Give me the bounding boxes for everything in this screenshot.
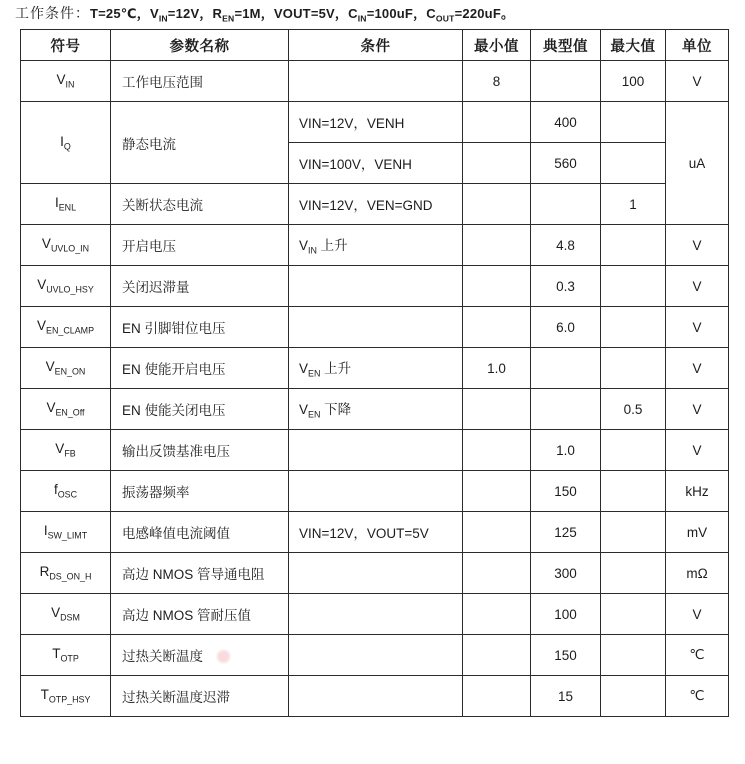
condition-cell: $V_{EN}$ 下降 [289,389,463,430]
table-row [21,102,729,143]
param-cell: 高边 NMOS 管耐压值 [111,594,289,635]
unit-cell: kHz [666,471,729,512]
column-header-3: 最小值 [463,30,531,61]
symbol-cell: $V_{UVLO\_IN}$ [21,225,111,266]
symbol-cell: $I_{ENL}$ [21,184,111,225]
condition-cell: VIN=12V，VENH [289,102,463,143]
table-row [21,225,729,266]
unit-cell: ℃ [666,676,729,717]
typ-cell [531,389,601,430]
unit-cell: V [666,266,729,307]
condition-cell [289,635,463,676]
symbol-cell: $V_{UVLO\_HSY}$ [21,266,111,307]
unit-cell: V [666,225,729,266]
symbol-cell: $V_{DSM}$ [21,594,111,635]
operating-conditions-line [15,5,514,23]
symbol-cell: $V_{EN\_ON}$ [21,348,111,389]
unit-cell: uA [666,102,729,225]
operating-conditions-label: 工作条件： [15,6,90,22]
min-cell: 8 [463,61,531,102]
unit-cell: mV [666,512,729,553]
param-cell: 工作电压范围 [111,61,289,102]
typ-cell: 15 [531,676,601,717]
min-cell [463,594,531,635]
condition-cell: $V_{EN}$ 上升 [289,348,463,389]
typ-cell: 560 [531,143,601,184]
typ-cell: 0.3 [531,266,601,307]
condition-cell: VIN=12V，VEN=GND [289,184,463,225]
table-row [21,184,729,225]
spec-table [20,29,729,717]
table-row [21,471,729,512]
condition-cell [289,266,463,307]
symbol-cell: $R_{DS\_ON\_H}$ [21,553,111,594]
param-cell: 关断状态电流 [111,184,289,225]
column-header-0: 符号 [21,30,111,61]
condition-cell [289,307,463,348]
unit-cell: V [666,348,729,389]
max-cell [601,471,666,512]
symbol-cell: $V_{EN\_Off}$ [21,389,111,430]
column-header-5: 最大值 [601,30,666,61]
condition-cell [289,553,463,594]
symbol-cell: $I_Q$ [21,102,111,184]
typ-cell [531,348,601,389]
max-cell [601,430,666,471]
min-cell [463,102,531,143]
header-row [21,30,729,61]
min-cell [463,225,531,266]
condition-cell [289,676,463,717]
operating-conditions-text: T=25℃，$V_{IN}=12V$，$R_{EN}=1M$，VOUT=5V，$C_{IN}=100uF$，$C_{OUT}=220uF$。 [90,6,515,24]
table-row [21,676,729,717]
max-cell [601,102,666,143]
param-cell: 开启电压 [111,225,289,266]
param-cell: 电感峰值电流阈值 [111,512,289,553]
unit-cell: V [666,307,729,348]
unit-cell: V [666,594,729,635]
symbol-cell: $V_{FB}$ [21,430,111,471]
typ-cell: 300 [531,553,601,594]
param-cell: 振荡器频率 [111,471,289,512]
table-row [21,512,729,553]
param-cell: 高边 NMOS 管导通电阻 [111,553,289,594]
table-row [21,266,729,307]
table-row [21,61,729,102]
min-cell [463,266,531,307]
param-cell: 静态电流 [111,102,289,184]
table-row [21,348,729,389]
param-cell: EN 使能关闭电压 [111,389,289,430]
min-cell [463,307,531,348]
condition-cell [289,430,463,471]
typ-cell: 100 [531,594,601,635]
table-row [21,635,729,676]
unit-cell: mΩ [666,553,729,594]
spec-table-body [21,61,729,717]
typ-cell: 4.8 [531,225,601,266]
typ-cell: 6.0 [531,307,601,348]
symbol-cell: $V_{IN}$ [21,61,111,102]
param-cell: EN 使能开启电压 [111,348,289,389]
param-cell: 输出反馈基准电压 [111,430,289,471]
typ-cell [531,61,601,102]
max-cell [601,225,666,266]
column-header-4: 典型值 [531,30,601,61]
column-header-2: 条件 [289,30,463,61]
condition-cell: $V_{IN}$ 上升 [289,225,463,266]
typ-cell: 150 [531,471,601,512]
unit-cell: V [666,389,729,430]
condition-cell [289,61,463,102]
param-cell: 过热关断温度 [111,635,289,676]
max-cell [601,594,666,635]
typ-cell: 1.0 [531,430,601,471]
max-cell [601,307,666,348]
column-header-6: 单位 [666,30,729,61]
table-row [21,389,729,430]
min-cell [463,430,531,471]
spec-table-head [21,30,729,61]
max-cell: 1 [601,184,666,225]
max-cell: 0.5 [601,389,666,430]
condition-cell: VIN=100V，VENH [289,143,463,184]
unit-cell: ℃ [666,635,729,676]
symbol-cell: $I_{SW\_LIMT}$ [21,512,111,553]
max-cell [601,512,666,553]
param-cell: 关闭迟滞量 [111,266,289,307]
symbol-cell: $T_{OTP}$ [21,635,111,676]
max-cell [601,676,666,717]
condition-cell: VIN=12V，VOUT=5V [289,512,463,553]
table-row [21,553,729,594]
min-cell: 1.0 [463,348,531,389]
min-cell [463,184,531,225]
min-cell [463,512,531,553]
max-cell [601,635,666,676]
table-row [21,594,729,635]
symbol-cell: $V_{EN\_CLAMP}$ [21,307,111,348]
typ-cell: 400 [531,102,601,143]
column-header-1: 参数名称 [111,30,289,61]
max-cell [601,266,666,307]
table-row [21,430,729,471]
typ-cell: 150 [531,635,601,676]
min-cell [463,471,531,512]
param-cell: 过热关断温度迟滞 [111,676,289,717]
max-cell [601,348,666,389]
param-cell: EN 引脚钳位电压 [111,307,289,348]
max-cell: 100 [601,61,666,102]
min-cell [463,676,531,717]
typ-cell: 125 [531,512,601,553]
symbol-cell: $T_{OTP\_HSY}$ [21,676,111,717]
symbol-cell: $f_{OSC}$ [21,471,111,512]
table-row [21,307,729,348]
max-cell [601,553,666,594]
unit-cell: V [666,61,729,102]
min-cell [463,553,531,594]
typ-cell [531,184,601,225]
max-cell [601,143,666,184]
min-cell [463,389,531,430]
unit-cell: V [666,430,729,471]
min-cell [463,635,531,676]
condition-cell [289,594,463,635]
condition-cell [289,471,463,512]
min-cell [463,143,531,184]
